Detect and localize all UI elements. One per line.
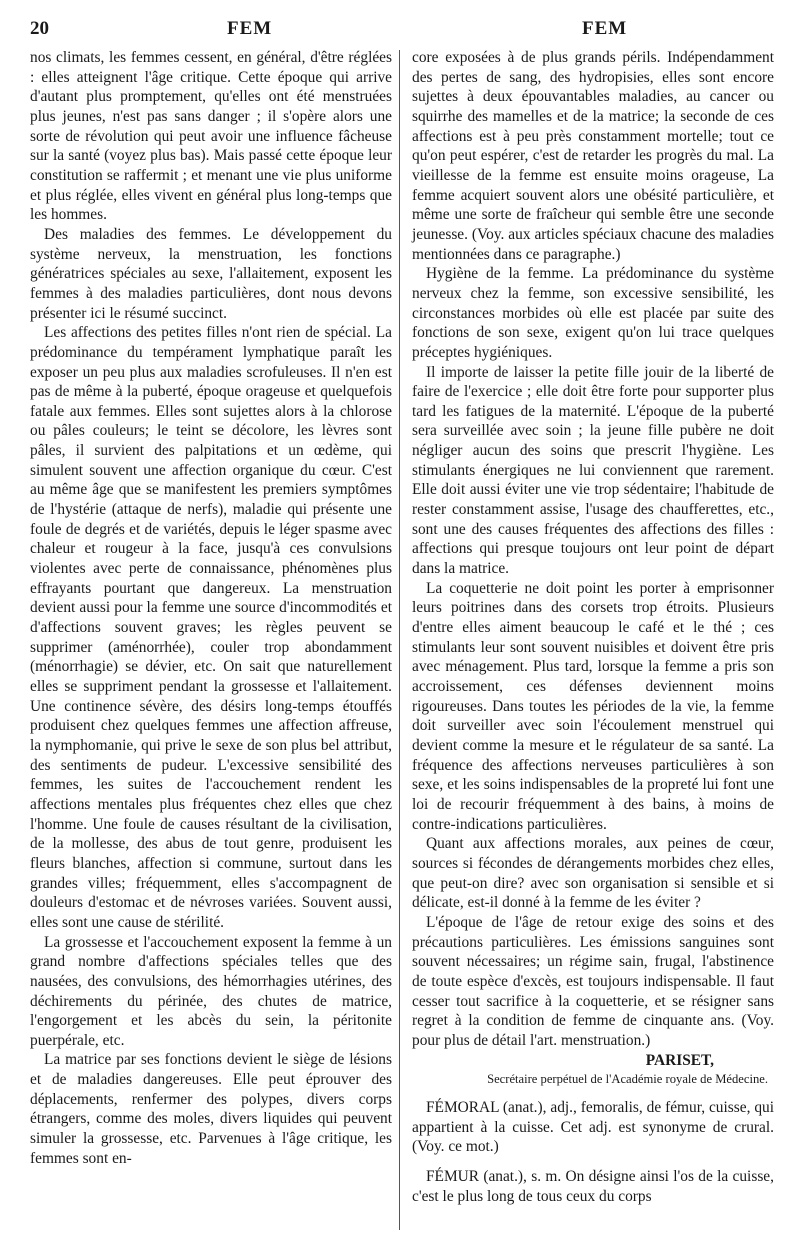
left-column xyxy=(30,48,392,1168)
page-number: 20 xyxy=(30,18,49,39)
paragraph: Il importe de laisser la petite fille jouir de la liberté de faire de l'exercice ; elle doit être forte pour supporter plus tard les fatigues de la maternité. L'époque de la puberté sera surveillée avec soin ; la jeune fille pubère ne doit négliger aucun des soins que prescrit l'hygiène. Les stimulants énergiques ne lui conviennent que rarement. Elle doit aussi éviter une vie trop sédentaire; l'habitude de rester constamment assise, l'usage des chaufferettes, etc., sont une des causes fréquentes des affections des filles : affections qui presque toujours ont leur point de départ dans la matrice. xyxy=(412,363,774,578)
paragraph: nos climats, les femmes cessent, en général, d'être réglées : elles atteignent l'âge critique. Cette époque qui arrive d'autant plus promptement, qu'elles ont été menstruées plus jeunes, n'est pas sans danger ; il s'opère alors une sorte de révolution qui peut avoir une influence fâcheuse sur la santé (voyez plus bas). Mais passé cette époque leur constitution se raffermit ; et menant une vie plus uniforme et plus réglée, elles vivent en général plus long-temps que les hommes. xyxy=(30,49,392,224)
column-divider xyxy=(399,50,400,1230)
paragraph: L'époque de l'âge de retour exige des soins et des précautions particulières. Les émissions sanguines sont souvent nécessaires; un régime sain, frugal, l'abstinence de toute espèce d'excès, est toujours indispensable. Il faut cesser tout sacrifice à la coquetterie, et se résigner sans regret à la condition de femme de cinquante ans. (Voy. pour plus de détail l'art. menstruation.) xyxy=(412,913,774,1049)
paragraph: Des maladies des femmes. Le développement du système nerveux, la menstruation, les fonctions génératrices spéciales au sexe, l'allaitement, exposent les femmes à des maladies particulières, dont nous devons présenter ici le résumé succinct. xyxy=(30,225,392,322)
paragraph: La coquetterie ne doit point les porter à emprisonner leurs poitrines dans des corsets trop étroits. Plusieurs d'entre elles aiment beaucoup le café et le thé ; ces stimulants leur sont souvent nuisibles et doivent être pris avec ménagement. Plus tard, lorsque la femme a pris son accroissement, ces défenses deviennent moins rigoureuses. Dans toutes les périodes de la vie, la femme doit surveiller avec soin l'écoulement menstruel qui devient comme la mesure et le régulateur de sa santé. La fréquence des affections nerveuses particulières à son sexe, et les soins indispensables de la propreté lui font une loi de recourir fréquemment à des bains, à moins de contre-indications particulières. xyxy=(412,579,774,833)
paragraph: La grossesse et l'accouchement exposent la femme à un grand nombre d'affections spéciales telles que des nausées, des convulsions, des hémorrhagies utérines, des déchirements du périnée, des chutes de matrice, l'engorgement et les abcès du sein, la péritonite puerpérale, etc. xyxy=(30,933,392,1049)
author-role: Secrétaire perpétuel de l'Académie royale de Médecine. xyxy=(487,1072,768,1087)
running-title-right: FEM xyxy=(582,18,628,39)
author-signature: PARISET, xyxy=(645,1052,714,1070)
dictionary-entry-femur: FÉMUR (anat.), s. m. On désigne ainsi l'os de la cuisse, c'est le plus long de tous ceux du corps xyxy=(412,1168,774,1205)
running-title-left: FEM xyxy=(227,18,273,39)
paragraph: Les affections des petites filles n'ont rien de spécial. La prédominance du tempérament lymphatique paraît les exposer un peu plus aux maladies scrofuleuses. Il n'en est pas de même à la puberté, époque orageuse et quelquefois fatale aux femmes. Elles sont sujettes alors à la chlorose ou pâles couleurs; le teint se décolore, les lèvres sont pâles, il survient des palpitations et un œdème, qui simulent souvent une affection organique du cœur. C'est au même âge que se manifestent les premiers symptômes de l'hystérie (attaque de nerfs), maladie qui présente une foule de degrés et de variétés, depuis le léger spasme avec chaleur et rougeur à la face, jusqu'à ces convulsions violentes avec perte de connaissance, phénomènes plus effrayants pourtant que dangereux. La menstruation devient aussi pour la femme une source d'incommodités et d'affections souvent graves; les règles peuvent se supprimer (aménorrhée), couler trop abondamment (ménorrhagie) se dévier, etc. On sait que naturellement elles se suppriment pendant la grossesse et l'allaitement. Une continence sévère, des désirs long-temps étouffés produisent chez quelques femmes une affection affreuse, la nymphomanie, qui prive le sexe de son plus bel attribut, des sentiments de pudeur. L'excessive sensibilité des femmes, les suites de l'accouchement rendent les affections mentales plus fréquentes chez elles que chez l'homme. Une foule de causes résultant de la civilisation, de la mollesse, des abus de tout genre, produisent les fleurs blanches, affection si commune, surtout dans les grandes villes; fréquemment, elles s'accompagnent de douleurs d'estomac et de névroses variées. Souvent aussi, elles sont une cause de stérilité. xyxy=(30,324,392,931)
running-header xyxy=(22,18,778,44)
right-column xyxy=(412,48,774,1206)
paragraph: Quant aux affections morales, aux peines de cœur, sources si fécondes de dérangements morbides chez elles, que peut-on dire? avec son organisation si sensible et si délicate, est-il donné à la femme de les éviter ? xyxy=(412,835,774,912)
paragraph: core exposées à de plus grands périls. Indépendamment des pertes de sang, des hydropisies, elles sont encore sujettes à deux épouvantables maladies, au cancer ou squirrhe des mamelles et de la matrice; la seconde de ces affections est à peu près constamment mortelle; tout ce qu'on peut espérer, c'est de retarder les progrès du mal. La vieillesse de la femme est ensuite moins orageuse, La femme acquiert souvent alors une obésité particulière, et même une sorte de fraîcheur qui semble être une seconde jeunesse. (Voy. aux articles spéciaux chacune des maladies mentionnées dans ce paragraphe.) xyxy=(412,49,774,263)
paragraph: Hygiène de la femme. La prédominance du système nerveux chez la femme, son excessive sensibilité, les circonstances morbides où elle est placée par suite des fonctions de son sexe, exigent qu'on lui trace quelques préceptes hygiéniques. xyxy=(412,265,774,361)
dictionary-entry-femoral: FÉMORAL (anat.), adj., femoralis, de fémur, cuisse, qui appartient à la cuisse. Cet adj. est synonyme de crural. (Voy. ce mot.) xyxy=(412,1099,774,1156)
paragraph: La matrice par ses fonctions devient le siège de lésions et de maladies dangereuses. Elle peut éprouver des déplacements, renfermer des polypes, divers corps étrangers, comme des moles, divers liquides qui peuvent simuler la grossesse, etc. Parvenues à l'âge critique, les femmes sont en- xyxy=(30,1051,392,1167)
